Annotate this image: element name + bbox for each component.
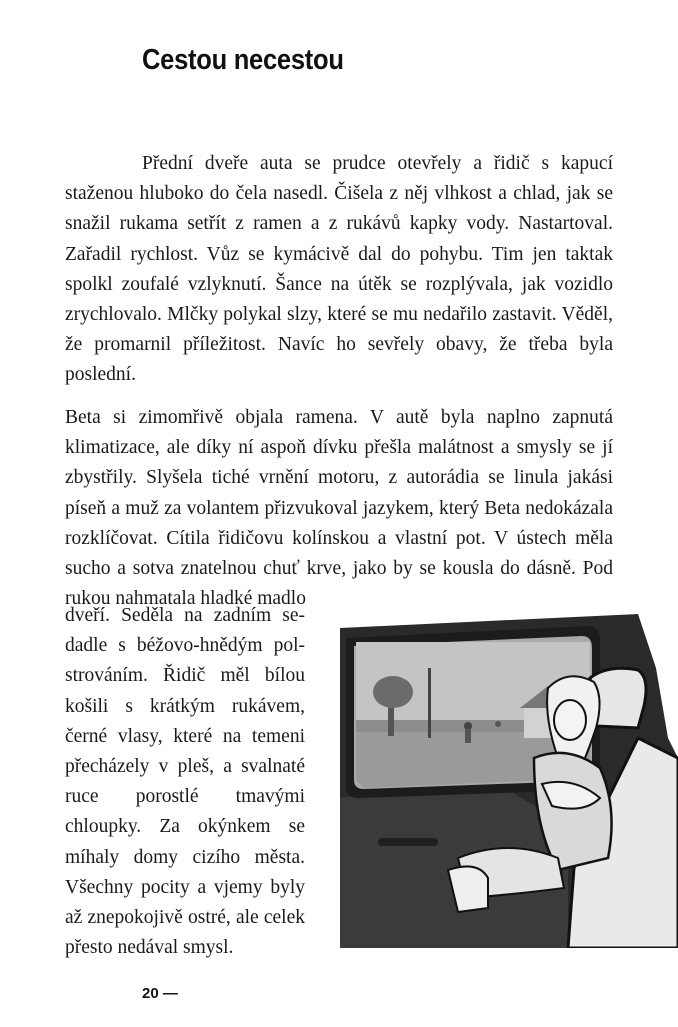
paragraph-2: Beta si zimomřivě objala ramena. V autě byla naplno zapnutá klimatizace, ale díky ní aspoň dívku přešla malátnost a smysly se jí zbystřily. Slyšela tiché vrnění motoru, z autorádia se linula jakási píseň a muž za volantem přizvukoval jazykem, který Beta nedokázala rozklíčovat. Cítila řidičovu kolínskou a vlastní pot. V ústech měla sucho a sotva znatelnou chuť krve, jako by se kousla do dásně. Pod rukou nahmatala hladké madlo <box>65 407 613 610</box>
page-number: 20 — <box>142 985 178 1002</box>
paragraph-1: Přední dveře auta se prudce otevřely a řidič s kapucí staženou hluboko do čela nasedl. Čišela z něj vlhkost a chlad, jak se snažil rukama setřít z ramen a z rukávů kapky vody. Nastartoval. Zařadil rychlost. Vůz se kymácivě dal do pohybu. Tim jen taktak spolkl zoufalé vzlyknutí. Šance na útěk se rozplývala, jak vozidlo zrychlovalo. Mlčky polykal slzy, které se mu nedařilo zastavit. Věděl, že promarnil příležitost. Navíc ho sevřely obavy, že třeba byla poslední. <box>65 153 613 386</box>
paragraph-3: dveří. Seděla na zadním sedadle s béžovo-hnědým polstrováním. Řidič měl bílou košili s krátkým rukávem, černé vlasy, které na temeni přecházely v pleš, a svalnaté ruce porostlé tmavými chloupky. Za okýnkem se míhaly domy cizího města. Všechny pocity a vjemy byly až znepokojivě ostré, ale celek přesto nedával smysl. <box>65 605 305 959</box>
car-interior-illustration <box>338 608 678 948</box>
chapter-title: Cestou necestou <box>142 44 344 76</box>
